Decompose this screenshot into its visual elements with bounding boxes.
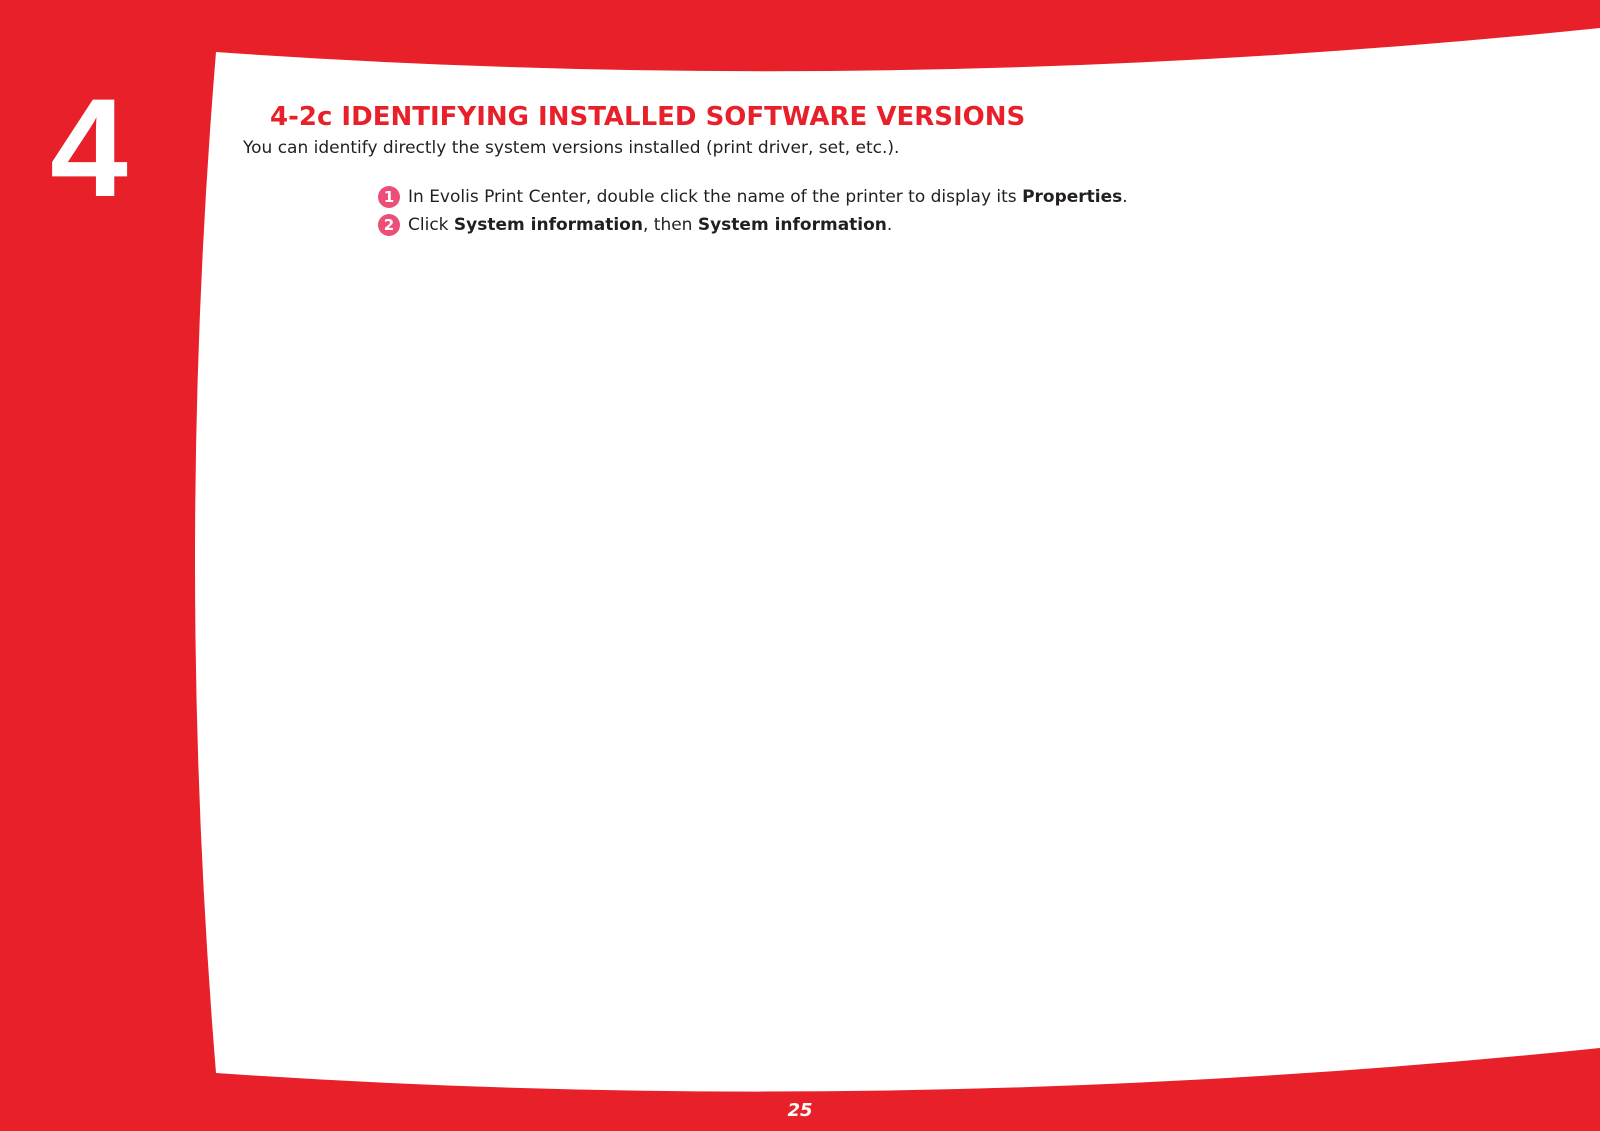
- chapter-number: 4: [50, 69, 128, 226]
- step-item: [378, 183, 1128, 211]
- page-number: 25: [787, 1100, 813, 1121]
- step-text: [408, 187, 1128, 207]
- section-title: 4-2c IDENTIFYING INSTALLED SOFTWARE VERSIONS: [270, 102, 1026, 132]
- step-text-before: In Evolis Print Center, double click the name of the printer to display its: [408, 187, 1023, 207]
- step-text: [408, 215, 892, 235]
- step-item: [378, 211, 1128, 239]
- step-emphasis: System information: [697, 215, 887, 235]
- step-list: [378, 183, 1128, 239]
- step-number-badge: 1: [378, 186, 400, 208]
- step-text-after: .: [1122, 187, 1128, 207]
- step-emphasis: Properties: [1022, 187, 1123, 207]
- step-text-before: Click: [408, 215, 454, 235]
- step-number-badge: 2: [378, 214, 400, 236]
- step-emphasis: System information: [453, 215, 643, 235]
- step-text-after: .: [886, 215, 893, 235]
- step-text-middle: , then: [642, 215, 698, 235]
- section-intro: You can identify directly the system versions installed (print driver, set, etc.).: [243, 138, 900, 158]
